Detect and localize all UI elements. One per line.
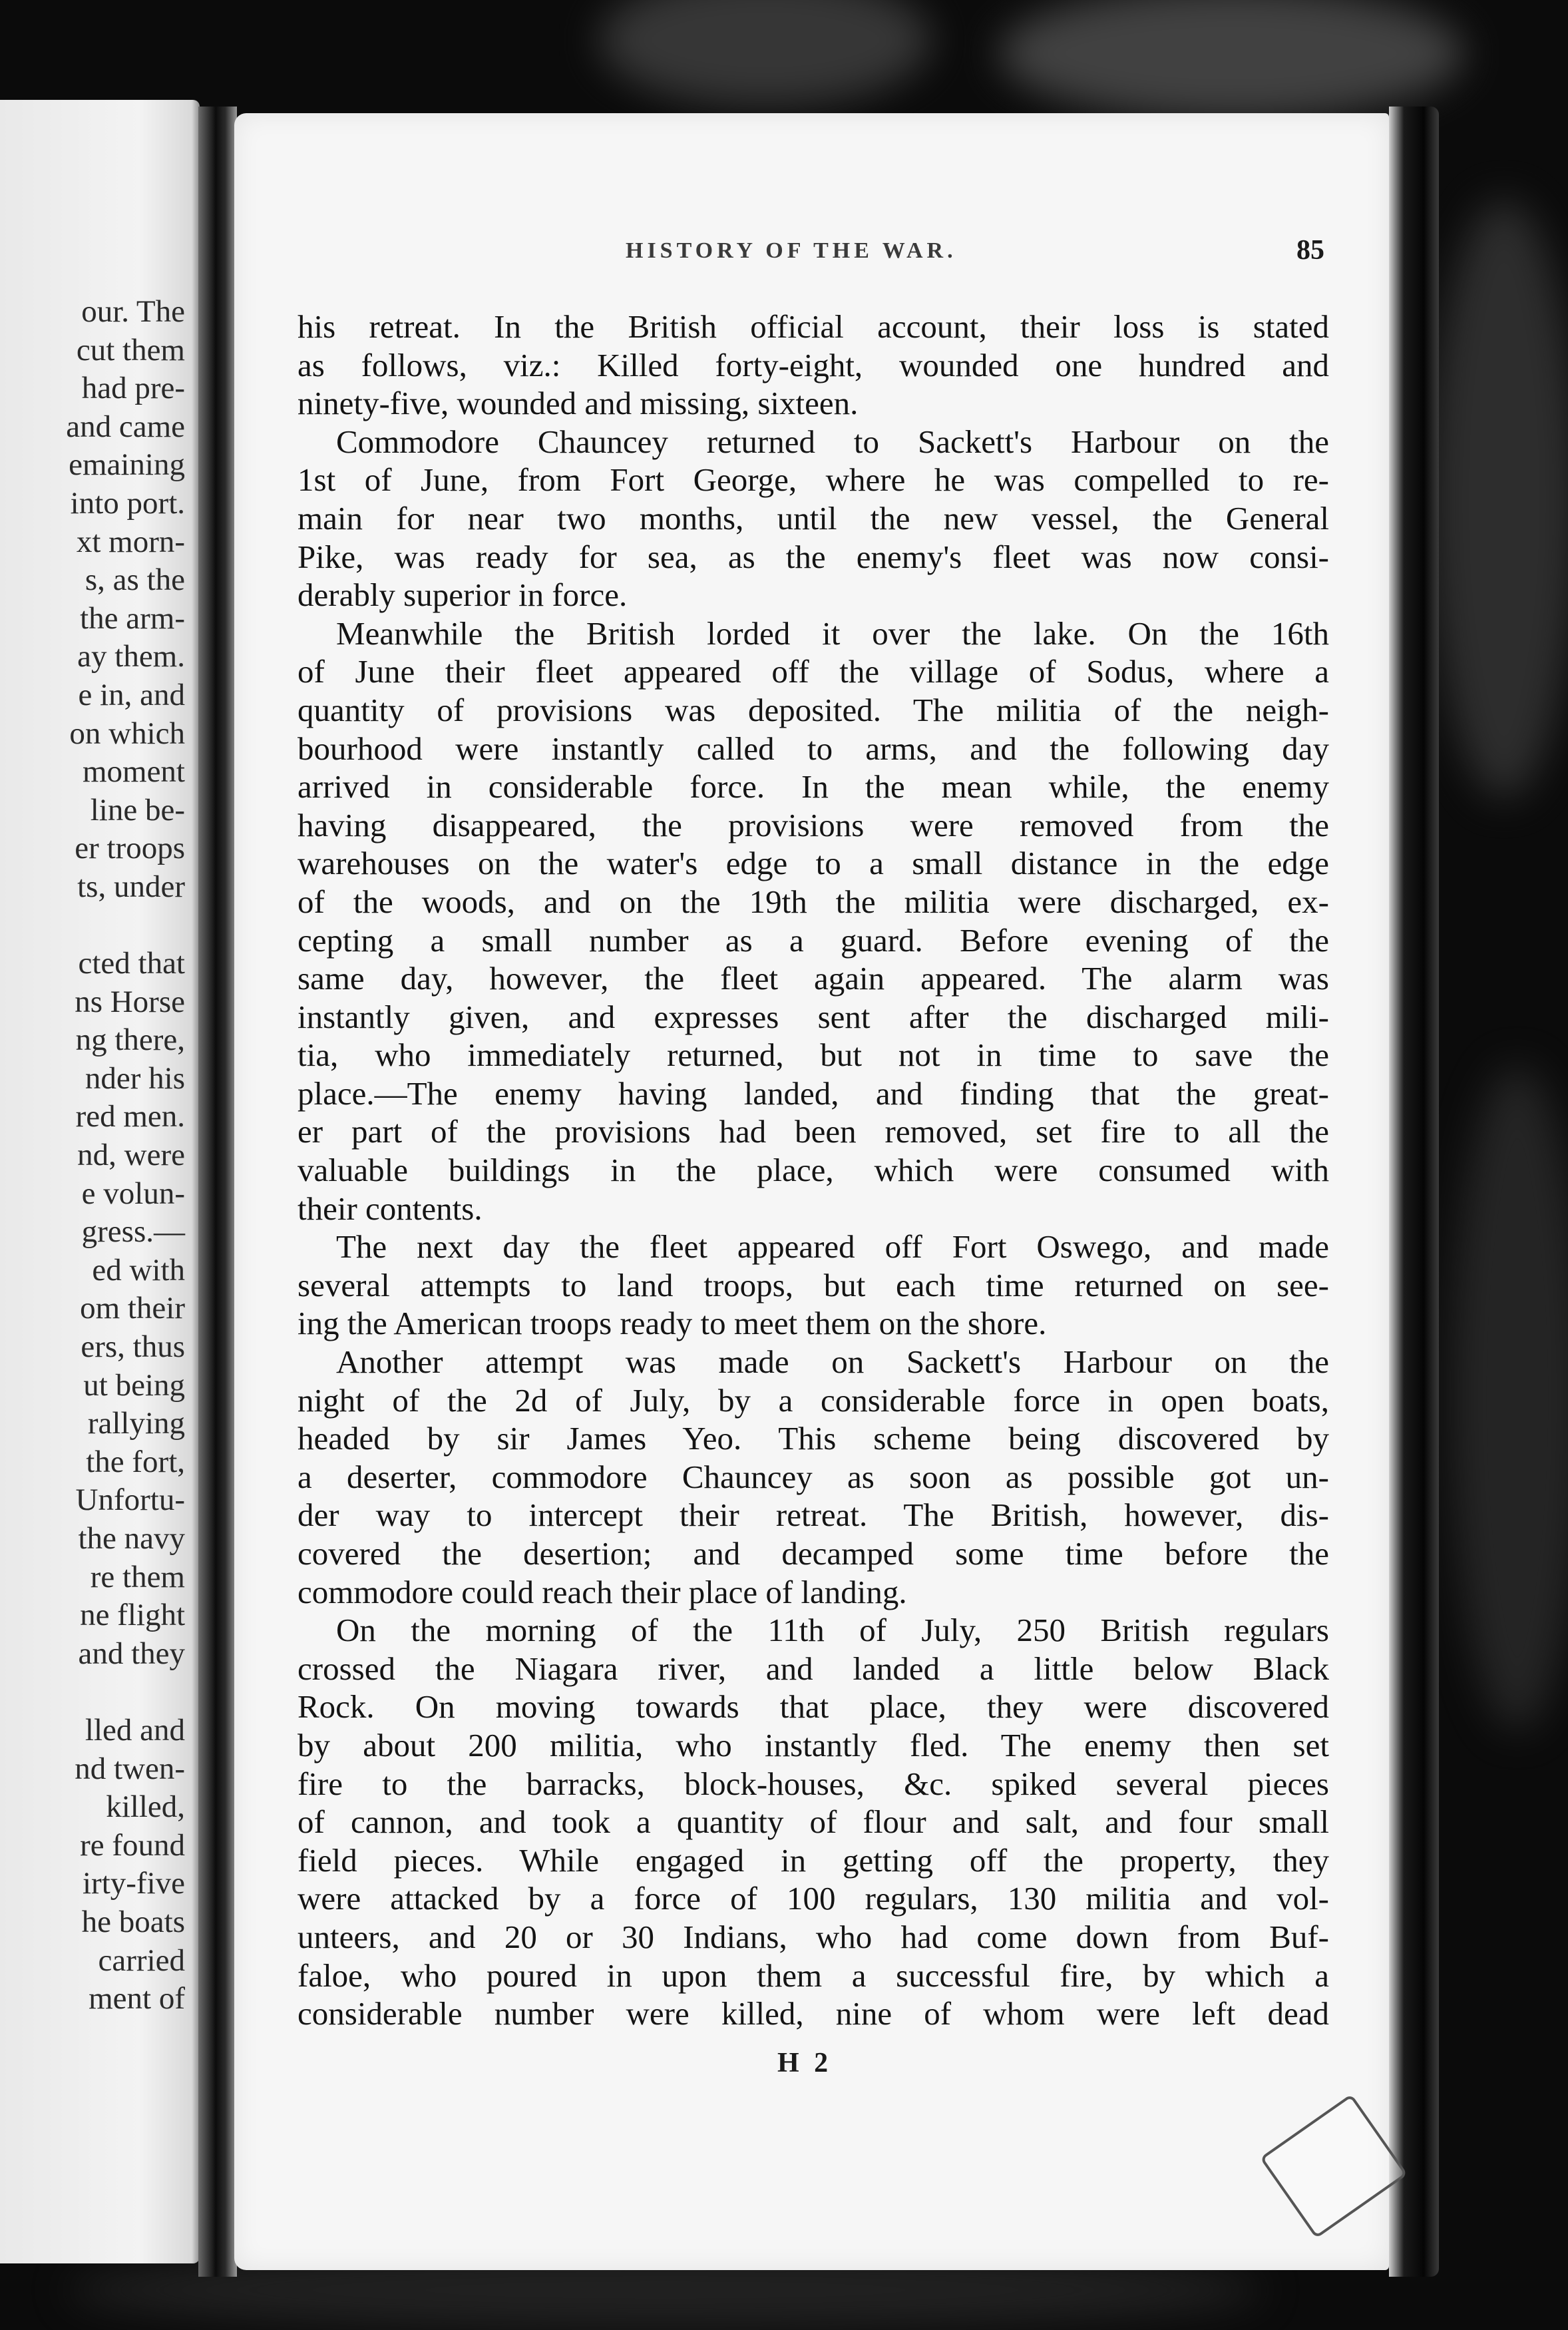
left-page-line: e volun- xyxy=(81,1176,185,1211)
text-line: Pike, was ready for sea, as the enemy's fleet was now consi- xyxy=(297,538,1329,575)
text-line: a deserter, commodore Chauncey as soon as possible got un- xyxy=(297,1458,1329,1495)
left-page-line: ers, thus xyxy=(81,1329,185,1365)
left-page-line: he boats xyxy=(81,1904,185,1939)
text-line: warehouses on the water's edge to a small distance in the edge xyxy=(297,845,1329,882)
text-line: unteers, and 20 or 30 Indians, who had come down from Buf- xyxy=(297,1918,1329,1955)
left-page-line: xt morn- xyxy=(76,524,185,559)
text-line: main for near two months, until the new vessel, the General xyxy=(297,499,1329,537)
text-line: On the morning of the 11th of July, 250 British regulars xyxy=(336,1612,1329,1649)
left-page-line: ne flight xyxy=(80,1598,185,1633)
left-page-line: moment xyxy=(82,754,185,790)
left-page-line: cted that xyxy=(78,946,185,981)
text-line: considerable number were killed, nine of whom were left dead xyxy=(297,1995,1329,2032)
left-page-line: the fort, xyxy=(86,1444,185,1479)
left-page-line: on which xyxy=(69,716,185,751)
left-page-line: and came xyxy=(66,409,185,444)
text-line: derably superior in force. xyxy=(297,577,628,614)
left-page-line: ut being xyxy=(83,1367,185,1403)
text-line: as follows, viz.: Killed forty-eight, wounded one hundred and xyxy=(297,346,1329,383)
left-page-line: nder his xyxy=(85,1060,185,1096)
text-line: tia, who immediately returned, but not in time to save the xyxy=(297,1037,1329,1074)
left-page-line: nd twen- xyxy=(75,1751,185,1786)
left-page-line: killed, xyxy=(106,1789,185,1825)
text-line: Commodore Chauncey returned to Sackett's Harbour on the xyxy=(336,423,1329,460)
page-edge xyxy=(1389,107,1439,2277)
left-page-text-fragments xyxy=(0,293,185,2018)
left-page-line: gress.— xyxy=(81,1214,185,1250)
left-facing-page xyxy=(0,100,200,2263)
body-text xyxy=(297,308,1329,2033)
book-gutter xyxy=(198,107,237,2277)
text-line: of the woods, and on the 19th the militia were discharged, ex- xyxy=(297,883,1329,920)
left-page-line: and they xyxy=(78,1636,185,1671)
left-page-line: ts, under xyxy=(77,869,185,904)
left-page-line: irty-five xyxy=(83,1866,185,1901)
signature-mark: H 2 xyxy=(777,2048,833,2078)
text-line: Rock. On moving towards that place, they were discovered xyxy=(297,1688,1329,1726)
text-line: ing the American troops ready to meet them on the shore. xyxy=(297,1305,1047,1342)
left-page-line: re found xyxy=(80,1827,185,1863)
left-page-line xyxy=(0,907,185,945)
text-line: having disappeared, the provisions were removed from the xyxy=(297,806,1329,843)
left-page-line: line be- xyxy=(90,792,185,827)
left-page-line: er troops xyxy=(75,831,185,866)
left-page-line: e in, and xyxy=(78,677,185,712)
text-line: covered the desertion; and decamped some time before the xyxy=(297,1535,1329,1572)
left-page-line: ay them. xyxy=(77,639,185,674)
left-page-line: om their xyxy=(80,1291,185,1326)
text-line: 1st of June, from Fort George, where he was compelled to re- xyxy=(297,461,1329,499)
left-page-line: re them xyxy=(90,1559,185,1594)
left-page-line: rallying xyxy=(87,1406,185,1441)
left-page-line: cut them xyxy=(76,332,185,367)
text-line: er part of the provisions had been removed, set fire to all the xyxy=(297,1113,1329,1150)
text-line: headed by sir James Yeo. This scheme being discovered by xyxy=(297,1420,1329,1457)
left-page-line: ns Horse xyxy=(75,984,185,1019)
left-page-line: ng there, xyxy=(75,1023,185,1058)
left-page-line: ed with xyxy=(92,1252,185,1287)
left-page-line: Unfortu- xyxy=(75,1483,185,1518)
text-line: instantly given, and expresses sent after the discharged mili- xyxy=(297,998,1329,1035)
left-page-line: had pre- xyxy=(81,371,185,406)
text-line: crossed the Niagara river, and landed a little below Black xyxy=(297,1650,1329,1687)
text-line: several attempts to land troops, but each time returned on see- xyxy=(297,1266,1329,1303)
text-line: ninety-five, wounded and missing, sixteen. xyxy=(297,385,859,422)
text-line: cepting a small number as a guard. Before evening of the xyxy=(297,921,1329,959)
text-line: faloe, who poured in upon them a successful fire, by which a xyxy=(297,1957,1329,1994)
text-line: by about 200 militia, who instantly fled. The enemy then set xyxy=(297,1726,1329,1763)
text-line: The next day the fleet appeared off Fort Oswego, and made xyxy=(336,1228,1329,1266)
text-line: Meanwhile the British lorded it over the lake. On the 16th xyxy=(336,614,1329,652)
text-line: of June their fleet appeared off the village of Sodus, where a xyxy=(297,653,1329,690)
left-page-line: lled and xyxy=(85,1712,185,1748)
text-line: valuable buildings in the place, which were consumed with xyxy=(297,1152,1329,1189)
left-page-line: red men. xyxy=(75,1099,185,1134)
text-line: place.—The enemy having landed, and finding that the great- xyxy=(297,1074,1329,1112)
text-line: field pieces. While engaged in getting off the property, they xyxy=(297,1841,1329,1879)
left-page-line: the arm- xyxy=(80,600,185,636)
left-page-line: ment of xyxy=(89,1981,185,2016)
text-line: Another attempt was made on Sackett's Harbour on the xyxy=(336,1343,1329,1381)
text-line: arrived in considerable force. In the mean while, the enemy xyxy=(297,768,1329,806)
left-page-line: into port. xyxy=(70,485,185,521)
left-page-line: the navy xyxy=(78,1521,185,1556)
left-page-line: s, as the xyxy=(85,563,185,598)
left-page-line: our. The xyxy=(81,294,185,329)
left-page-line: carried xyxy=(98,1943,185,1978)
text-line: were attacked by a force of 100 regulars, 130 militia and vol- xyxy=(297,1880,1329,1917)
running-head: HISTORY OF THE WAR. xyxy=(626,238,957,263)
text-line: their contents. xyxy=(297,1190,483,1227)
text-line: quantity of provisions was deposited. The militia of the neigh- xyxy=(297,691,1329,728)
left-page-line: emaining xyxy=(69,447,185,483)
text-line: der way to intercept their retreat. The British, however, dis- xyxy=(297,1497,1329,1534)
text-line: night of the 2d of July, by a considerable force in open boats, xyxy=(297,1381,1329,1419)
text-line: commodore could reach their place of landing. xyxy=(297,1573,907,1610)
text-line: his retreat. In the British official account, their loss is stated xyxy=(297,308,1329,345)
text-line: of cannon, and took a quantity of flour and salt, and four small xyxy=(297,1803,1329,1841)
left-page-line: nd, were xyxy=(77,1138,185,1173)
page-number: 85 xyxy=(1296,235,1324,266)
text-line: bourhood were instantly called to arms, and the following day xyxy=(297,730,1329,767)
left-page-line xyxy=(0,1673,185,1712)
text-line: same day, however, the fleet again appeared. The alarm was xyxy=(297,960,1329,997)
text-line: fire to the barracks, block-houses, &c. spiked several pieces xyxy=(297,1765,1329,1802)
